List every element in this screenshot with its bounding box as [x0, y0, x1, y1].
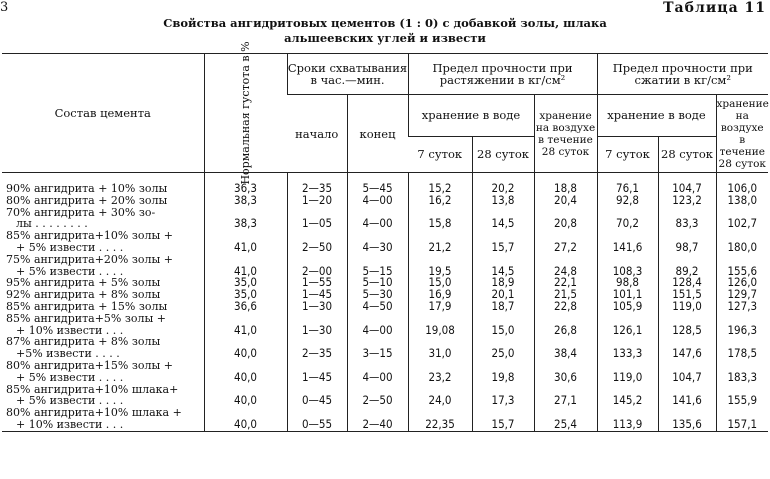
value-cell-p28: 89,2	[658, 254, 716, 278]
value-cell-pa: 178,5	[716, 336, 768, 360]
value-cell-t28: 15,7	[472, 407, 534, 431]
value-cell-e: 4—00	[347, 195, 408, 207]
value-cell-d: 40,0	[204, 336, 287, 360]
value-cell-p28: 128,4	[658, 277, 716, 289]
value-cell-pa: 183,3	[716, 360, 768, 384]
value-cell-ta: 27,2	[534, 230, 597, 254]
value-cell-p28: 104,7	[658, 173, 716, 195]
composition-cell: 80% ангидрита+10% шлака + + 10% извести . . .	[2, 407, 204, 431]
value-cell-pa: 155,6	[716, 254, 768, 278]
value-cell-p28: 123,2	[658, 195, 716, 207]
value-cell-d: 41,0	[204, 313, 287, 337]
value-cell-p7: 101,1	[597, 289, 658, 301]
value-cell-s: 0—55	[287, 407, 347, 431]
value-cell-t7: 19,08	[408, 313, 472, 337]
value-cell-e: 5—15	[347, 254, 408, 278]
value-cell-ta: 22,8	[534, 301, 597, 313]
value-cell-pa: 155,9	[716, 384, 768, 408]
value-cell-ta: 24,8	[534, 254, 597, 278]
composition-cell: 70% ангидрита + 30% зо- лы . . . . . . . .	[6, 205, 156, 231]
value-cell-ta: 20,4	[534, 195, 597, 207]
value-cell-t7: 19,5	[408, 254, 472, 278]
header-density: Нормальная густота в %	[204, 54, 287, 173]
value-cell-pa: 157,1	[716, 407, 768, 431]
table-row	[2, 254, 768, 278]
table-label: Таблица 11	[663, 0, 766, 16]
table-title	[150, 16, 620, 46]
value-cell-t28: 15,0	[472, 313, 534, 337]
value-cell-d: 41,0	[204, 230, 287, 254]
header-start: начало	[287, 95, 347, 173]
composition-cell: 85% ангидрита+10% золы + + 5% извести . . . .	[6, 229, 173, 254]
table-row	[2, 360, 768, 384]
value-cell-d: 38,3	[204, 195, 287, 207]
composition-cell: 92% ангидрита + 8% золы	[6, 288, 161, 302]
value-cell-p7: 113,9	[597, 407, 658, 431]
value-cell-t28: 18,9	[472, 277, 534, 289]
value-cell-t7: 23,2	[408, 360, 472, 384]
value-cell-e: 4—00	[347, 360, 408, 384]
value-cell-pa: 180,0	[716, 230, 768, 254]
value-cell-ta: 22,1	[534, 277, 597, 289]
value-cell-s: 1—30	[287, 301, 347, 313]
value-cell-p7: 98,8	[597, 277, 658, 289]
value-cell-pa: 129,7	[716, 289, 768, 301]
value-cell-s: 1—20	[287, 195, 347, 207]
composition-cell: 95% ангидрита + 5% золы	[6, 276, 161, 290]
value-cell-pa: 138,0	[716, 195, 768, 207]
value-cell-p7: 92,8	[597, 195, 658, 207]
table-row	[2, 301, 768, 313]
value-cell-p28: 104,7	[658, 360, 716, 384]
value-cell-e: 4—50	[347, 301, 408, 313]
value-cell-ta: 38,4	[534, 336, 597, 360]
table-row	[2, 173, 768, 195]
value-cell-p7: 119,0	[597, 360, 658, 384]
value-cell-d: 36,3	[204, 173, 287, 195]
title-line-2: альшеевских углей и извести	[284, 31, 486, 45]
header-compressive-air: хранение на воздухе в течение 28 суток	[716, 95, 768, 173]
value-cell-e: 5—30	[347, 289, 408, 301]
value-cell-pa: 196,3	[716, 313, 768, 337]
composition-cell: 85% ангидрита+5% золы + + 10% извести . . .	[6, 311, 166, 337]
header-compressive: Предел прочности при сжатии в кг/см²	[597, 54, 768, 95]
value-cell-d: 35,0	[204, 289, 287, 301]
value-cell-p7: 141,6	[597, 230, 658, 254]
header-compressive-28: 28 суток	[658, 136, 716, 173]
page-number: 3	[0, 0, 9, 15]
value-cell-pa: 126,0	[716, 277, 768, 289]
value-cell-ta: 26,8	[534, 313, 597, 337]
value-cell-t28: 19,8	[472, 360, 534, 384]
value-cell-p7: 70,2	[597, 207, 658, 231]
value-cell-s: 2—50	[287, 230, 347, 254]
value-cell-t28: 14,5	[472, 207, 534, 231]
value-cell-d: 35,0	[204, 277, 287, 289]
value-cell-ta: 27,1	[534, 384, 597, 408]
value-cell-s: 2—00	[287, 254, 347, 278]
value-cell-s: 1—45	[287, 289, 347, 301]
value-cell-p28: 128,5	[658, 313, 716, 337]
header-setting-time: Сроки схватывания в час.—мин.	[287, 54, 408, 95]
value-cell-ta: 20,8	[534, 207, 597, 231]
value-cell-t7: 31,0	[408, 336, 472, 360]
value-cell-t7: 15,2	[408, 173, 472, 195]
value-cell-t7: 15,8	[408, 207, 472, 231]
value-cell-s: 1—30	[287, 313, 347, 337]
table-row	[2, 407, 768, 431]
value-cell-p28: 83,3	[658, 207, 716, 231]
value-cell-e: 5—10	[347, 277, 408, 289]
value-cell-p7: 76,1	[597, 173, 658, 195]
header-compressive-7: 7 суток	[597, 136, 658, 173]
value-cell-d: 41,0	[204, 254, 287, 278]
value-cell-s: 2—35	[287, 336, 347, 360]
composition-cell: 85% ангидрита+10% шлака+ + 5% извести . . . .	[6, 382, 179, 408]
table-row	[2, 230, 768, 254]
value-cell-ta: 30,6	[534, 360, 597, 384]
table-row	[2, 313, 768, 337]
header-composition: Состав цемента	[2, 54, 204, 173]
value-cell-t7: 16,9	[408, 289, 472, 301]
value-cell-t28: 15,7	[472, 230, 534, 254]
value-cell-p28: 135,6	[658, 407, 716, 431]
value-cell-e: 2—40	[347, 407, 408, 431]
value-cell-p28: 141,6	[658, 384, 716, 408]
value-cell-d: 40,0	[204, 384, 287, 408]
value-cell-p28: 119,0	[658, 301, 716, 313]
composition-cell: 80% ангидрита+15% золы + + 5% извести . . . .	[6, 358, 173, 384]
value-cell-p28: 98,7	[658, 230, 716, 254]
header-end: конец	[347, 95, 408, 173]
value-cell-d: 36,6	[204, 301, 287, 313]
value-cell-e: 2—50	[347, 384, 408, 408]
value-cell-t7: 22,35	[408, 407, 472, 431]
value-cell-t7: 16,2	[408, 195, 472, 207]
value-cell-e: 4—30	[347, 230, 408, 254]
value-cell-d: 38,3	[204, 207, 287, 231]
value-cell-t7: 17,9	[408, 301, 472, 313]
value-cell-pa: 102,7	[716, 207, 768, 231]
value-cell-s: 1—55	[287, 277, 347, 289]
value-cell-pa: 106,0	[716, 173, 768, 195]
value-cell-t28: 20,2	[472, 173, 534, 195]
composition-cell: 90% ангидрита + 10% золы	[6, 182, 168, 195]
value-cell-pa: 127,3	[716, 301, 768, 313]
value-cell-e: 4—00	[347, 313, 408, 337]
value-cell-s: 2—35	[287, 173, 347, 195]
title-line-1: Свойства ангидритовых цементов (1 : 0) с добавкой золы, шлака	[163, 16, 607, 30]
composition-cell: 80% ангидрита + 20% золы	[6, 193, 168, 207]
header-tensile-water: хранение в воде	[408, 95, 534, 137]
value-cell-e: 3—15	[347, 336, 408, 360]
value-cell-p7: 126,1	[597, 313, 658, 337]
value-cell-e: 4—00	[347, 207, 408, 231]
value-cell-s: 0—45	[287, 384, 347, 408]
value-cell-d: 40,0	[204, 407, 287, 431]
properties-table	[2, 41, 769, 432]
header-tensile: Предел прочности при растяжении в кг/см²	[408, 54, 597, 95]
header-tensile-28: 28 суток	[472, 136, 534, 173]
value-cell-p28: 147,6	[658, 336, 716, 360]
table-row	[2, 336, 768, 360]
value-cell-t28: 18,7	[472, 301, 534, 313]
composition-cell: 85% ангидрита + 15% золы	[6, 299, 168, 313]
value-cell-p7: 108,3	[597, 254, 658, 278]
header-tensile-air: хранение на воздухе в течение 28 суток	[534, 95, 597, 173]
value-cell-t7: 24,0	[408, 384, 472, 408]
value-cell-t28: 17,3	[472, 384, 534, 408]
header-compressive-water: хранение в воде	[597, 95, 716, 137]
value-cell-ta: 25,4	[534, 407, 597, 431]
value-cell-t28: 20,1	[472, 289, 534, 301]
value-cell-p7: 105,9	[597, 301, 658, 313]
value-cell-ta: 18,8	[534, 173, 597, 195]
composition-cell: 87% ангидрита + 8% золы +5% извести . . . .	[6, 335, 161, 361]
table-row	[2, 195, 768, 207]
value-cell-p28: 151,5	[658, 289, 716, 301]
table-row	[2, 207, 768, 231]
value-cell-t7: 21,2	[408, 230, 472, 254]
table-row	[2, 384, 768, 408]
value-cell-e: 5—45	[347, 173, 408, 195]
value-cell-ta: 21,5	[534, 289, 597, 301]
composition-cell: 75% ангидрита+20% золы + + 5% извести . . . .	[6, 252, 173, 278]
value-cell-d: 40,0	[204, 360, 287, 384]
value-cell-p7: 145,2	[597, 384, 658, 408]
value-cell-s: 1—05	[287, 207, 347, 231]
value-cell-t28: 13,8	[472, 195, 534, 207]
value-cell-s: 1—45	[287, 360, 347, 384]
value-cell-p7: 133,3	[597, 336, 658, 360]
value-cell-t7: 15,0	[408, 277, 472, 289]
value-cell-t28: 25,0	[472, 336, 534, 360]
value-cell-t28: 14,5	[472, 254, 534, 278]
header-tensile-7: 7 суток	[408, 136, 472, 173]
